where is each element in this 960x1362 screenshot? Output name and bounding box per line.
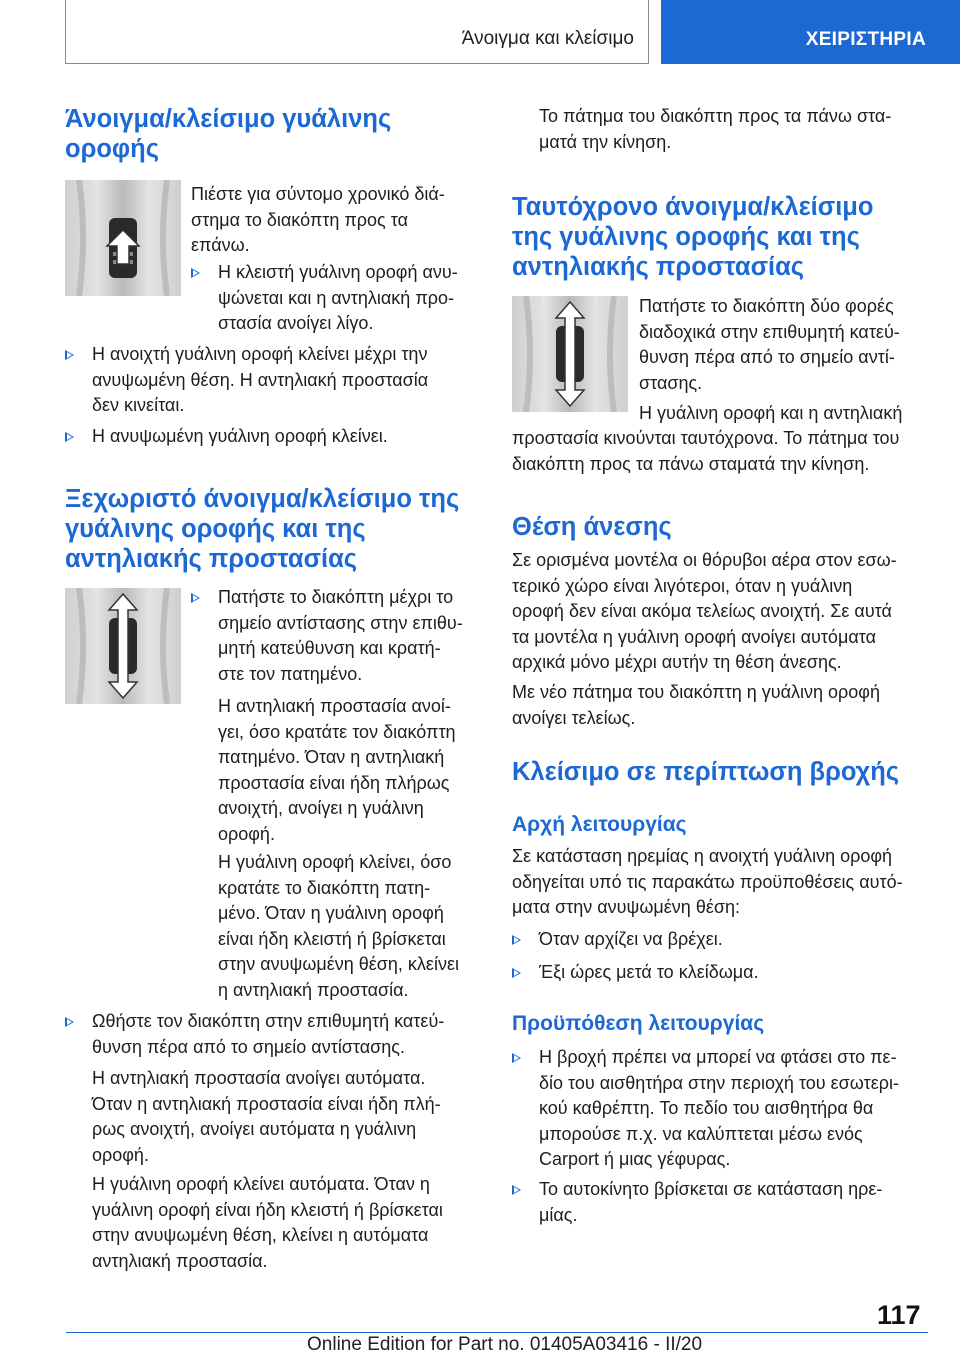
bullet-triangle-icon (191, 268, 200, 278)
paragraph: Η γυάλινη οροφή και η αντηλιακή (639, 403, 903, 423)
heading-simultaneous-open-close: Ταυτόχρονο άνοιγμα/κλείσιμο της γυάλινης οροφής και της αντηλιακής προστασίας (512, 193, 874, 281)
subheading-prerequisite: Προϋπόθεση λειτουργίας (512, 1012, 765, 1035)
heading-comfort-position: Θέση άνεσης (512, 513, 672, 541)
paragraph: Σε κατάσταση ηρεμίας η ανοιχτή γυάλινη οροφή οδηγείται υπό τις παρακάτω προϋποθέσεις αυτό- ματα στην ανυψωμένη θέση: (512, 846, 903, 917)
footer-divider (66, 1332, 928, 1333)
chapter-tab-label: ΧΕΙΡΙΣΤΗΡΙΑ (805, 29, 926, 50)
list-item: Έξι ώρες μετά το κλείδωμα. (512, 960, 932, 988)
header-section (65, 0, 649, 64)
heading-rain-closing: Κλείσιμο σε περίπτωση βροχής (512, 758, 900, 786)
intro-paragraph: Πιέστε για σύντομο χρονικό διά- στημα το διακόπτη προς τα επάνω. (191, 184, 445, 255)
switch-double-press-illustration (512, 296, 628, 412)
list-item: Όταν αρχίζει να βρέχει. (512, 927, 932, 955)
bullet-triangle-icon (65, 432, 74, 442)
bullet-triangle-icon (65, 1017, 74, 1027)
paragraph: Η αντηλιακή προστασία ανοίγει αυτόματα. Όταν η αντηλιακή προστασία είναι ήδη πλή- ρως ανοιχτή, ανοίγει αυτόματα η γυάλινη οροφή. (92, 1068, 441, 1165)
switch-up-illustration (65, 180, 181, 296)
list-item: Πατήστε το διακόπτη μέχρι το σημείο αντίστασης στην επιθυ- μητή κατεύθυνση και κρατή- στε τον πατημένο. (191, 585, 481, 689)
paragraph: προστασία κινούνται ταυτόχρονα. Το πάτημα του διακόπτη προς τα πάνω σταματά την κίνηση. (512, 428, 900, 474)
section-title: Άνοιγμα και κλείσιμο (461, 28, 634, 49)
paragraph: Η αντηλιακή προστασία ανοί- γει, όσο κρατάτε τον διακόπτη πατημένο. Όταν η αντηλιακή προστασία είναι ήδη πλήρως ανοιχτή, ανοίγει η γυάλινη οροφή. (218, 696, 456, 844)
list-item: Η ανυψωμένη γυάλινη οροφή κλείνει. (65, 424, 480, 452)
list-item: Η βροχή πρέπει να μπορεί να φτάσει στο πε- δίο του αισθητήρα στην περιοχή του εσωτερι- κού καθρέπτη. Το πεδίο του αισθητήρα θα μπορούσε π.χ. να καλύπτεται μέσω ενός Carport ή μιας γέφυρας. (512, 1045, 932, 1175)
list-item: Η ανοιχτή γυάλινη οροφή κλείνει μέχρι την ανυψωμένη θέση. Η αντηλιακή προστασία δεν κινείται. (65, 342, 480, 422)
paragraph: Το πάτημα του διακόπτη προς τα πάνω στα- ματά την κίνηση. (539, 106, 892, 152)
bullet-triangle-icon (512, 935, 521, 945)
list-item: Ωθήστε τον διακόπτη στην επιθυμητή κατεύ- θυνση πέρα από το σημείο αντίστασης. (65, 1009, 480, 1064)
paragraph: Η γυάλινη οροφή κλείνει αυτόματα. Όταν η γυάλινη οροφή είναι ήδη κλειστή ή βρίσκεται στην ανυψωμένη θέση, κλείνει η αυτόματα αντηλιακή προστασία. (92, 1174, 443, 1271)
subheading-principle: Αρχή λειτουργίας (512, 813, 687, 836)
list-item: Η κλειστή γυάλινη οροφή ανυ- ψώνεται και η αντηλιακή προ- στασία ανοίγει λίγο. (191, 260, 481, 340)
bullet-triangle-icon (512, 1053, 521, 1063)
bullet-triangle-icon (512, 1185, 521, 1195)
paragraph: Η γυάλινη οροφή κλείνει, όσο κρατάτε το διακόπτη πατη- μένο. Όταν η γυάλινη οροφή είναι ήδη κλειστή ή βρίσκεται στην ανυψωμένη θέση, κλείνει η αντηλιακή προστασία. (218, 852, 459, 1000)
page-number: 117 (877, 1300, 921, 1330)
bullet-triangle-icon (65, 350, 74, 360)
chapter-tab[interactable] (661, 0, 960, 64)
paragraph: Με νέο πάτημα του διακόπτη η γυάλινη οροφή ανοίγει τελείως. (512, 682, 880, 728)
heading-separate-open-close: Ξεχωριστό άνοιγμα/κλείσιμο της γυάλινης οροφής και της αντηλιακής προστασίας (65, 485, 460, 573)
footer-edition: Online Edition for Part no. 01405A03416 - II/20 (307, 1334, 703, 1355)
bullet-triangle-icon (191, 593, 200, 603)
paragraph: Σε ορισμένα μοντέλα οι θόρυβοι αέρα στον εσω- τερικό χώρο είναι λιγότεροι, όταν η γυάλινη οροφή δεν είναι ακόμα τελείως ανοιχτή. Σε αυτά τα μοντέλα η γυάλινη οροφή ανοίγει αυτόματα αρχικά μόνο μέχρι αυτήν τη θέση άνεσης. (512, 550, 897, 672)
heading-open-close-glass-roof: Άνοιγμα/κλείσιμο γυάλινης οροφής (65, 105, 392, 163)
list-item: Το αυτοκίνητο βρίσκεται σε κατάσταση ηρε- μίας. (512, 1177, 932, 1232)
bullet-triangle-icon (512, 968, 521, 978)
switch-updown-illustration (65, 588, 181, 704)
paragraph: Πατήστε το διακόπτη δύο φορές διαδοχικά στην επιθυμητή κατεύ- θυνση πέρα από το σημείο αντί- στασης. (639, 296, 900, 393)
